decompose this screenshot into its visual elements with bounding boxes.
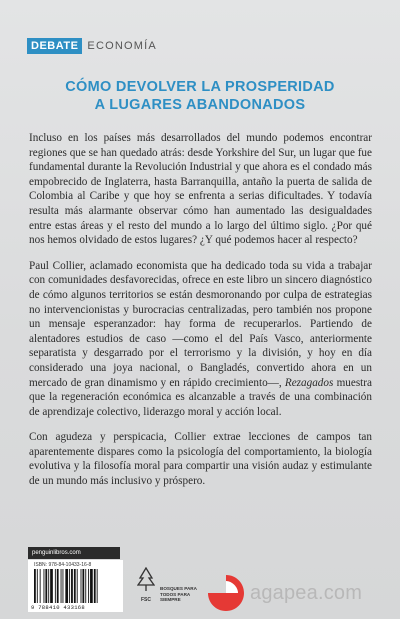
paragraph-2-part-2: muestra que la regeneración económica es alcanzable a través de una combinación de aprendizaje colectivo, liderazgo moral y acción local. (29, 376, 372, 418)
synopsis-paragraph-2 (29, 259, 372, 420)
synopsis-paragraph-1: Incluso en los países más desarrollados del mundo podemos encontrar regiones que se han quedado atrás: desde Yorkshire del Sur, un lugar que fue fundamental durante la Revolución Industrial y que ahora es el condado más empobrecido de Inglaterra, hasta Barranquilla, antaño la puerta de salida de Colombia al Caribe y que hoy se enfrenta a serias dificultades. Y todavía resulta más alarmante observar cómo han aumentado las desigualdades entre estas áreas y el resto del mundo a lo largo del último siglo. ¿Por qué nos hemos olvidado de estos lugares? ¿Y qué podemos hacer al respecto? (29, 132, 372, 247)
headline (0, 78, 400, 114)
watermark-logo-icon (206, 573, 246, 613)
fsc-tree-icon (137, 567, 155, 595)
watermark (206, 571, 362, 615)
book-title-italic: Rezagados (284, 376, 334, 389)
barcode-bars-icon (34, 569, 118, 603)
fsc-label: FSC (141, 597, 151, 603)
logo-brand: DEBATE (27, 38, 82, 54)
synopsis-paragraph-3: Con agudeza y perspicacia, Collier extrae lecciones de campos tan aparentemente dispares como la psicología del comportamiento, la biología evolutiva y la filosofía moral para compartir una visión audaz y estimulante de un mundo más inclusivo y próspero. (29, 431, 372, 488)
publisher-logo (27, 38, 157, 54)
publisher-url: penguinlibros.com (28, 547, 120, 559)
watermark-text: agapea.com (250, 581, 363, 604)
fsc-motto: BOSQUES PARA TODOS PARA SIEMPRE (160, 586, 197, 603)
synopsis (29, 131, 372, 500)
barcode (28, 560, 123, 612)
isbn-label: ISBN: 978-84-10433-16-8 (34, 562, 92, 568)
headline-line-1: CÓMO DEVOLVER LA PROSPERIDAD (65, 79, 335, 95)
logo-collection: ECONOMÍA (87, 40, 157, 52)
barcode-digits: 9 788410 433168 (31, 604, 86, 611)
headline-line-2: A LUGARES ABANDONADOS (94, 97, 306, 113)
paragraph-2-part-1: Paul Collier, aclamado economista que ha dedicado toda su vida a trabajar con comunidades desfavorecidas, ofrece en este libro un sincero diagnóstico de cómo algunos territorios se están desmoronando por culpa de estrategias no intervencionistas y burocracias centralizadas, pero también nos propone un mensaje esperanzador: hay forma de recuperarlos. Partiendo de alentadores estudios de caso —como el del País Vasco, anteriormente separatista y desgarrado por el terrorismo y la división, y hoy en día considerado una joya nacional, o Bangladés, convertido ahora en un mercado de gran dinamismo y en rápido crecimiento—, (29, 259, 372, 389)
